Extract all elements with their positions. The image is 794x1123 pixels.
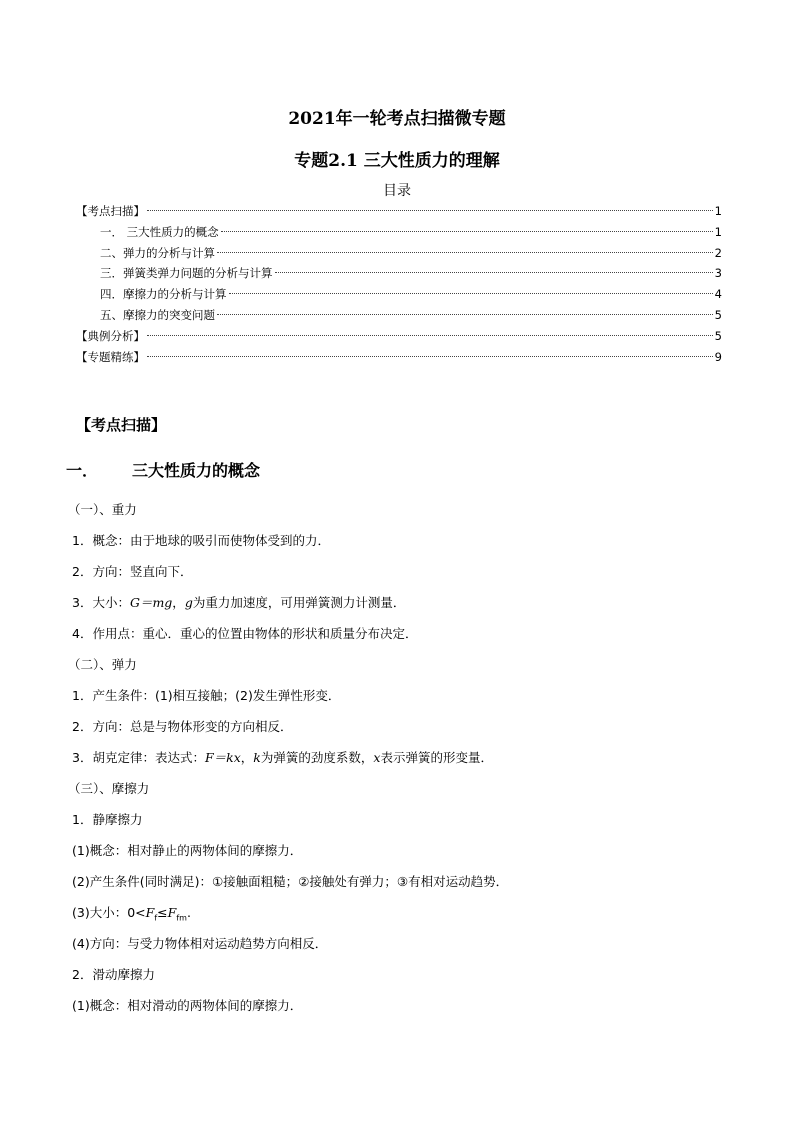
paragraph: 2．方向：总是与物体形变的方向相反． — [72, 719, 293, 734]
toc-leader-dots — [275, 272, 713, 273]
variable: x — [373, 750, 381, 765]
document-subtitle: 专题2.1 三大性质力的理解 — [294, 151, 500, 171]
toc-entry-label: 二、弹力的分析与计算 — [100, 245, 215, 260]
paragraph: 1．概念：由于地球的吸引而使物体受到的力． — [72, 533, 330, 548]
table-of-contents — [76, 201, 722, 367]
subsection-title: 三大性质力的概念 — [132, 461, 261, 480]
text-span: ， — [240, 750, 254, 765]
toc-leader-dots — [217, 252, 713, 253]
toc-heading: 目录 — [383, 183, 411, 199]
section-heading: 【考点扫描】 — [76, 416, 167, 434]
text-span: 表示弹簧的形变量． — [380, 750, 493, 765]
paragraph: (1)概念：相对静止的两物体间的摩擦力． — [72, 843, 303, 858]
paragraph: 2．滑动摩擦力 — [72, 967, 155, 982]
toc-entry-label: 五、摩擦力的突变问题 — [100, 307, 215, 322]
toc-entry-label: 【考点扫描】 — [76, 204, 145, 218]
toc-leader-dots — [229, 293, 713, 294]
toc-entry-page: 1 — [714, 224, 722, 239]
toc-entry-label: 三．弹簧类弹力问题的分析与计算 — [100, 266, 273, 281]
toc-entry[interactable] — [76, 347, 722, 368]
paragraph — [72, 742, 732, 773]
text-span: . — [186, 905, 191, 920]
variable: k — [253, 750, 261, 765]
variable: F — [167, 905, 177, 920]
paragraph — [72, 897, 732, 928]
paragraph: (4)方向：与受力物体相对运动趋势方向相反． — [72, 936, 328, 951]
toc-leader-dots — [217, 314, 713, 315]
toc-entry-page: 4 — [714, 287, 722, 302]
toc-entry-page: 5 — [714, 328, 722, 343]
variable: g — [184, 595, 193, 610]
subsection-number: 一． — [66, 461, 99, 480]
toc-entry[interactable] — [76, 243, 722, 264]
toc-entry-label: 【典例分析】 — [76, 328, 145, 343]
gravity-heading: （一）、重力 — [68, 502, 137, 517]
toc-entry-label: 四．摩擦力的分析与计算 — [100, 287, 227, 302]
formula: G＝mg — [129, 595, 173, 610]
paragraph: 1．产生条件：(1)相互接触；(2)发生弹性形变． — [72, 688, 341, 703]
toc-entry-label: 一． 三大性质力的概念 — [100, 224, 219, 239]
toc-entry[interactable] — [76, 222, 722, 243]
paragraph: (1)概念：相对滑动的两物体间的摩擦力． — [72, 998, 303, 1013]
paragraph: 1．静摩擦力 — [72, 812, 143, 827]
toc-entry[interactable] — [76, 305, 722, 326]
subscript: f — [154, 913, 158, 923]
toc-entry-page: 9 — [714, 349, 722, 364]
toc-entry-page: 5 — [714, 307, 722, 322]
toc-entry[interactable] — [76, 284, 722, 305]
text-span: (3)大小：0< — [72, 905, 146, 920]
variable: F — [145, 905, 155, 920]
toc-entry[interactable] — [76, 326, 722, 347]
text-span: 为弹簧的劲度系数， — [260, 750, 374, 765]
friction-heading: （三）、摩擦力 — [68, 781, 150, 796]
document-body — [68, 494, 732, 1021]
toc-entry-page: 2 — [714, 245, 722, 260]
elastic-heading: （二）、弹力 — [68, 657, 137, 672]
paragraph — [72, 587, 732, 618]
formula: F＝kx — [204, 750, 241, 765]
document-title: 2021年一轮考点扫描微专题 — [288, 109, 506, 129]
subsection-heading — [66, 458, 260, 481]
toc-leader-dots — [147, 335, 713, 336]
toc-entry[interactable] — [76, 263, 722, 284]
toc-entry[interactable] — [76, 201, 722, 222]
toc-entry-page: 3 — [714, 266, 722, 281]
toc-entry-page: 1 — [714, 204, 722, 218]
toc-leader-dots — [221, 231, 713, 232]
paragraph: 2．方向：竖直向下． — [72, 564, 193, 579]
paragraph: 4．作用点：重心．重心的位置由物体的形状和质量分布决定． — [72, 626, 418, 641]
paragraph: (2)产生条件(同时满足)：①接触面粗糙；②接触处有弹力；③有相对运动趋势． — [72, 874, 509, 889]
toc-leader-dots — [147, 210, 713, 211]
subscript: fm — [176, 913, 187, 923]
text-span: 3．胡克定律：表达式： — [72, 750, 205, 765]
toc-leader-dots — [147, 356, 713, 357]
toc-entry-label: 【专题精练】 — [76, 349, 145, 364]
text-span: 3．大小： — [72, 595, 130, 610]
text-span: ， — [172, 595, 185, 610]
text-span: ≤ — [157, 905, 168, 920]
text-span: 为重力加速度，可用弹簧测力计测量． — [192, 595, 406, 610]
